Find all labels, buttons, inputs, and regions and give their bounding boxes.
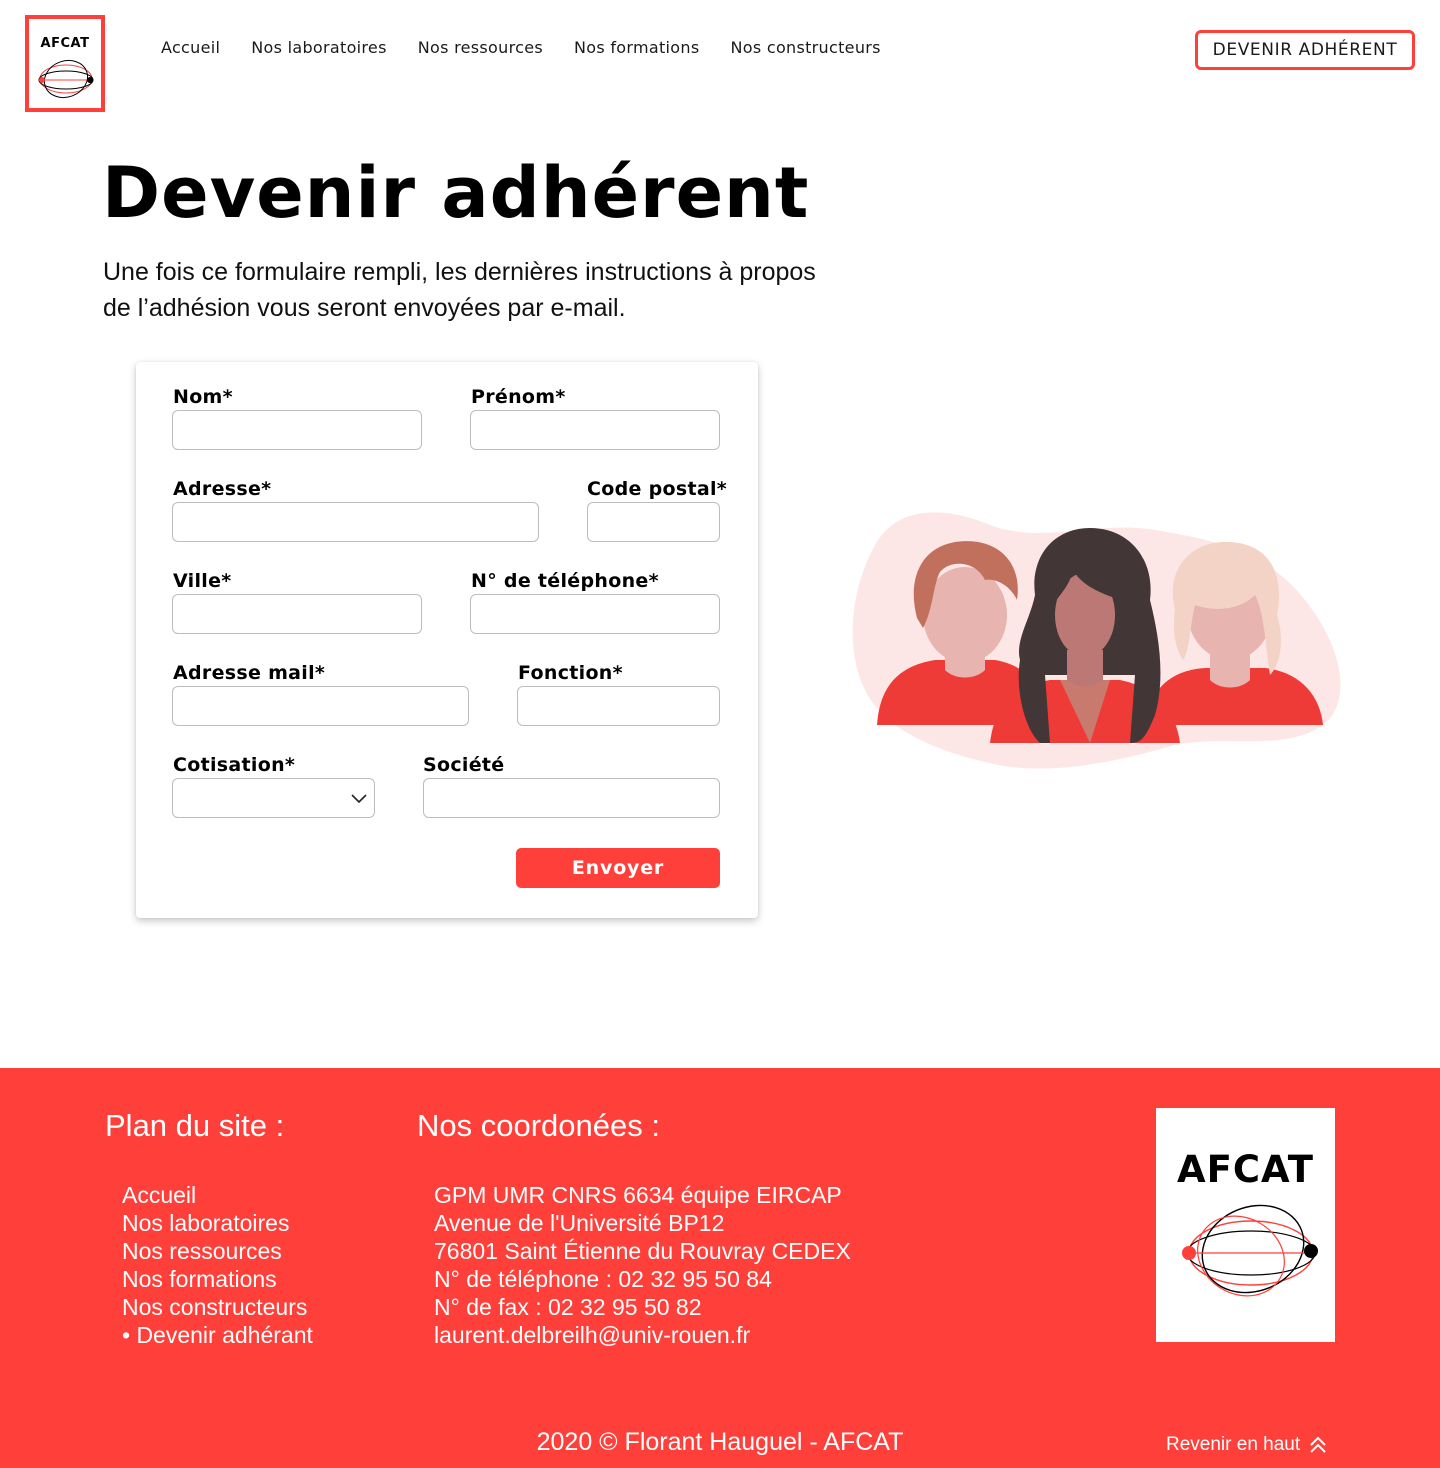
contact-street: Avenue de l'Université BP12	[434, 1210, 725, 1236]
footer-link-formations[interactable]: Nos formations	[122, 1266, 277, 1292]
code-postal-input[interactable]	[587, 502, 720, 542]
nav-link-constructeurs[interactable]: Nos constructeurs	[730, 38, 881, 57]
back-to-top-label: Revenir en haut	[1166, 1434, 1301, 1455]
footer-link-constructeurs[interactable]: Nos constructeurs	[122, 1294, 308, 1320]
footer-link-ressources[interactable]: Nos ressources	[122, 1238, 282, 1264]
envoyer-button[interactable]: Envoyer	[516, 848, 720, 888]
fonction-label: Fonction*	[518, 662, 623, 684]
ville-label: Ville*	[173, 570, 232, 592]
telephone-input[interactable]	[470, 594, 720, 634]
logo-text: AFCAT	[40, 36, 90, 51]
cotisation-select[interactable]	[172, 778, 375, 818]
footer-logo-text: AFCAT	[1176, 1148, 1315, 1191]
societe-input[interactable]	[423, 778, 720, 818]
page-title: Devenir adhérent	[102, 152, 810, 234]
orbit-logo-icon	[1171, 1191, 1321, 1311]
double-chevron-up-icon	[1308, 1435, 1328, 1455]
header-logo[interactable]	[25, 15, 105, 112]
footer	[0, 1068, 1440, 1468]
prenom-label: Prénom*	[471, 386, 566, 408]
devenir-adherent-button[interactable]: DEVENIR ADHÉRENT	[1195, 30, 1415, 70]
nom-input[interactable]	[172, 410, 422, 450]
nav-link-accueil[interactable]: Accueil	[161, 38, 221, 57]
contact-fax: N° de fax : 02 32 95 50 82	[434, 1294, 702, 1320]
cotisation-label: Cotisation*	[173, 754, 296, 776]
adresse-label: Adresse*	[173, 478, 272, 500]
footer-link-accueil[interactable]: Accueil	[122, 1182, 197, 1208]
intro-text	[103, 254, 893, 326]
adresse-input[interactable]	[172, 502, 539, 542]
ville-input[interactable]	[172, 594, 422, 634]
plan-du-site-title: Plan du site :	[105, 1108, 285, 1143]
email-input[interactable]	[172, 686, 469, 726]
code-postal-label: Code postal*	[587, 478, 728, 500]
main-nav	[161, 38, 881, 57]
nav-link-formations[interactable]: Nos formations	[573, 38, 700, 57]
contact-phone: N° de téléphone : 02 32 95 50 84	[434, 1266, 772, 1292]
nav-link-laboratoires[interactable]: Nos laboratoires	[251, 38, 387, 57]
footer-link-laboratoires[interactable]: Nos laboratoires	[122, 1210, 290, 1236]
footer-link-devenir-adherent[interactable]: • Devenir adhérant	[122, 1322, 313, 1348]
email-label: Adresse mail*	[173, 662, 326, 684]
people-illustration	[845, 500, 1350, 775]
chevron-down-icon	[350, 791, 368, 805]
orbit-logo-icon	[33, 53, 97, 105]
nom-label: Nom*	[173, 386, 233, 408]
intro-line-2: de l’adhésion vous seront envoyées par e-mail.	[103, 294, 626, 322]
prenom-input[interactable]	[470, 410, 720, 450]
societe-label: Société	[423, 754, 505, 776]
contact-city: 76801 Saint Étienne du Rouvray CEDEX	[434, 1238, 851, 1264]
contact-email[interactable]: laurent.delbreilh@univ-rouen.fr	[434, 1322, 751, 1348]
fonction-input[interactable]	[517, 686, 720, 726]
intro-line-1: Une fois ce formulaire rempli, les dernières instructions à propos	[103, 258, 816, 286]
contact-details	[434, 1181, 851, 1349]
coordonnees-title: Nos coordonées :	[417, 1108, 660, 1143]
nav-link-ressources[interactable]: Nos ressources	[417, 38, 543, 57]
footer-logo	[1156, 1108, 1335, 1342]
copyright: 2020 © Florant Hauguel - AFCAT	[536, 1428, 904, 1456]
contact-lab: GPM UMR CNRS 6634 équipe EIRCAP	[434, 1182, 842, 1208]
sitemap-list	[122, 1181, 313, 1349]
telephone-label: N° de téléphone*	[471, 570, 659, 592]
membership-form	[136, 362, 758, 918]
back-to-top-link[interactable]	[1166, 1434, 1328, 1456]
